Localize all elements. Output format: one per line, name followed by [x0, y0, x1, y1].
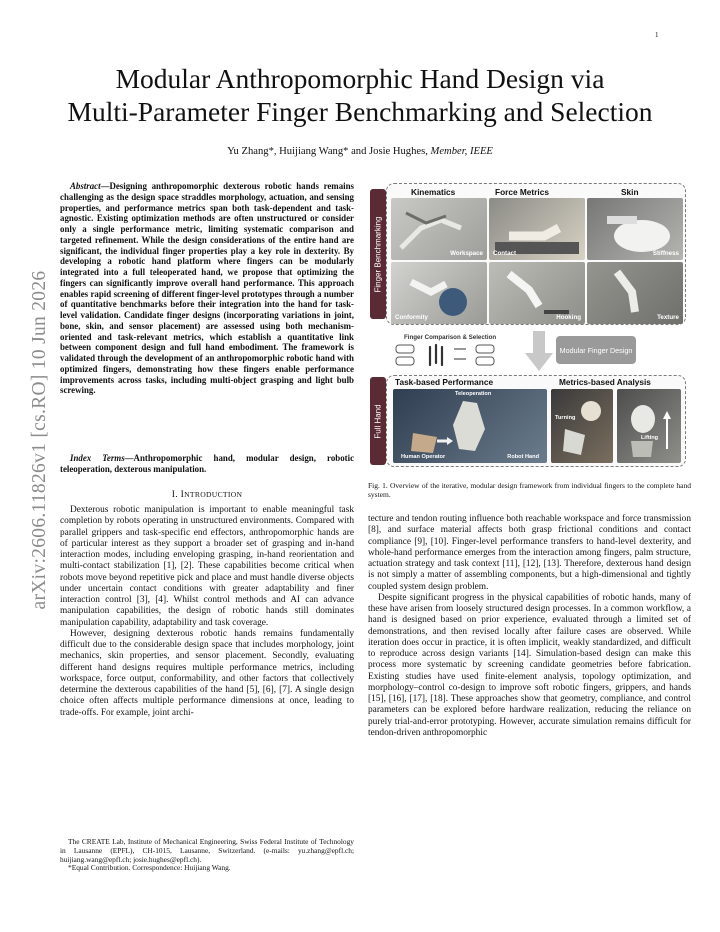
stiffness-photo	[587, 198, 683, 260]
conformity-photo	[391, 262, 487, 324]
abstract-label: Abstract	[70, 181, 101, 191]
footnote-contribution: *Equal Contribution. Correspondence: Huijiang Wang.	[68, 863, 231, 873]
introduction-right-column	[368, 514, 691, 739]
page-number: 1	[655, 31, 659, 39]
turning-label: Turning	[555, 415, 576, 421]
author-list	[40, 146, 680, 157]
paragraph: Dexterous robotic manipulation is important to enable meaningful task completion by robots operating in unstructured environments. Compared with parallel grippers and task-specific end effectors, anthropomorphic hands are of particular interest as they support a broader set of grasping and in-hand interaction modes, including enveloping grasping, in-hand reorientation and multi-contact stabilization [1], [2]. These capabilities become critical when robots move beyond repetitive pick and place and must handle diverse objects under uncertain contact conditions with greater adaptability and finer interaction control [3], [4]. Whilst control methods and AI can advance manipulation capabilities, the design of robotic hands still dominates manipulation capability, adaptability and task coverage.	[60, 505, 354, 628]
arxiv-identifier: arXiv:2606.11826v1 [cs.RO] 10 Jun 2026	[29, 270, 50, 610]
title-line-1: Modular Anthropomorphic Hand Design via	[115, 63, 605, 94]
section-numeral: I. I	[171, 489, 185, 500]
turning-panel	[551, 389, 613, 463]
stiffness-label: Stiffness	[652, 250, 679, 257]
robot-hand-label: Robot Hand	[507, 454, 539, 460]
teleoperation-illustration	[393, 389, 547, 463]
author-membership: Member, IEEE	[430, 146, 493, 157]
finger-benchmarking-panel	[386, 183, 686, 325]
finger-comparison-label: Finger Comparison & Selection	[404, 334, 497, 341]
full-hand-panel	[386, 375, 686, 467]
figure-1	[370, 181, 688, 471]
figure-caption: Fig. 1. Overview of the iterative, modular design framework from individual fingers to the complete hand system.	[368, 481, 691, 499]
abstract-text: —Designing anthropomorphic dexterous robotic hands remains challenging as the design space straddles morphology, actuation, and sensing properties, and performance metrics span both task-dependent and task-agnostic. Existing optimization methods are often unstructured or consider only a single performance metric, limiting systematic comparison and targeted refinement. While the design considerations of the entire hand are significant, the individual finger properties play a key role in dexterity. By developing a robotic hand platform where fingers can be modularly integrated into a full teleoperated hand, we propose that optimizing the fingers can significantly improve overall hand performance. This approach enables rapid screening of different finger-level prototypes through a number of quantitative benchmarks before their integration into the hand for task-level validation. Candidate finger designs (incorporating variations in joint, bone, skin, and sensor placement) are assessed using both mechanism-oriented and task-relevant metrics, which establish a quantitative link between component design and full hand embodiment. The framework is validated through the development of an anthropomorphic robotic hand with optimized fingers, demonstrating how these fingers enable performance improvements across tasks, including multi-object grasping and light bulb screwing.	[60, 181, 354, 396]
section-title: NTRODUCTION	[184, 490, 243, 499]
conformity-label: Conformity	[395, 314, 428, 321]
workspace-label: Workspace	[450, 250, 483, 257]
full-hand-tab: Full Hand	[370, 377, 386, 465]
skin-heading: Skin	[621, 187, 639, 197]
section-heading-introduction	[60, 489, 354, 500]
down-arrow-icon	[524, 331, 554, 373]
teleoperation-label: Teleoperation	[455, 391, 492, 397]
texture-label: Texture	[657, 314, 679, 321]
index-terms	[60, 453, 354, 475]
turning-illustration	[551, 389, 613, 463]
workspace-photo	[391, 198, 487, 260]
paper-title	[40, 62, 680, 128]
title-line-2: Multi-Parameter Finger Benchmarking and Selection	[67, 96, 653, 127]
force-metrics-heading: Force Metrics	[495, 187, 549, 197]
texture-photo	[587, 262, 683, 324]
index-terms-text: —Anthropomorphic hand, modular design, robotic teleoperation, dexterous manipulation.	[60, 453, 355, 474]
paragraph: tecture and tendon routing influence both reachable workspace and force transmission [8], and surface material affects both grasp frictional conditions and contact compliance [9], [10]. Finger-level performance transfers to hand-level dexterity, and whole-hand performance emerges from the interaction among fingers, palm structure, actuation strategy and task context [11], [12], [13]. Therefore, dexterous hand design is not simply a matter of assembling components, but a high-dimensional and tightly coupled system design problem.	[368, 514, 691, 592]
lifting-label: Lifting	[641, 435, 659, 441]
kinematics-heading: Kinematics	[411, 187, 456, 197]
introduction-left-column	[60, 505, 354, 719]
finger-benchmarking-tab: Finger Benchmarking	[370, 189, 386, 319]
lifting-panel	[617, 389, 681, 463]
author-names: Yu Zhang*, Huijiang Wang* and Josie Hughes,	[227, 146, 431, 157]
modular-finger-design-box: Modular Finger Design	[556, 336, 636, 364]
footnote-affiliation: The CREATE Lab, Institute of Mechanical Engineering, Swiss Federal Institute of Technology in Lausanne (EPFL), CH-1015, Lausanne, Switzerland. (e-mails: yu.zhang@epfl.ch; huijiang.wang@epfl.ch; josie.hughes@epfl.ch).	[60, 837, 354, 864]
paragraph: However, designing dexterous robotic hands remains fundamentally difficult due to the considerable design space that includes morphology, joint mechanics, skin properties, and sensor placement. Secondly, evaluating different hand designs requires multiple performance metrics, including workspace, force output, conformability, and other factors that collectively determine the dexterous capabilities of the hand [5], [6], [7]. A single design choice often affects multiple performance dimensions at once, leading to trade-offs. For example, joint archi-	[60, 628, 354, 718]
task-based-heading: Task-based Performance	[395, 377, 494, 387]
footnote	[60, 838, 354, 873]
paragraph: Despite significant progress in the physical capabilities of robotic hands, many of these have arisen from loosely structured design processes. In a common workflow, a hand is designed based on prior experience, evaluated through a limited set of demonstrations, and then revised locally after failure cases are observed. While iteration does occur in practice, it is often implicit, weakly standardized, and difficult to reproduce across design variants [14]. Simulation-based design can make this process more systematic by screening candidate geometries before fabrication. Existing studies have used finite-element analysis, topology optimization, and morphology–control co-design to improve soft robotic fingers, grippers, and hands [15], [16], [17], [18]. These approaches show that geometry, compliance, and control parameters can be explored before hardware realization, reducing the reliance on purely trial-and-error prototyping. However, accurate simulation remains difficult for tendon-driven anthropomorphic	[368, 592, 691, 738]
teleoperation-panel	[393, 389, 547, 463]
index-terms-label: Index Terms	[70, 453, 125, 463]
abstract	[60, 181, 354, 396]
lifting-illustration	[617, 389, 681, 463]
selection-icons	[392, 339, 522, 373]
hooking-photo	[489, 262, 585, 324]
contact-photo	[489, 198, 585, 260]
metrics-based-heading: Metrics-based Analysis	[559, 377, 651, 387]
human-operator-label: Human Operator	[401, 454, 446, 460]
contact-label: Contact	[493, 250, 517, 257]
hooking-label: Hooking	[556, 314, 581, 321]
